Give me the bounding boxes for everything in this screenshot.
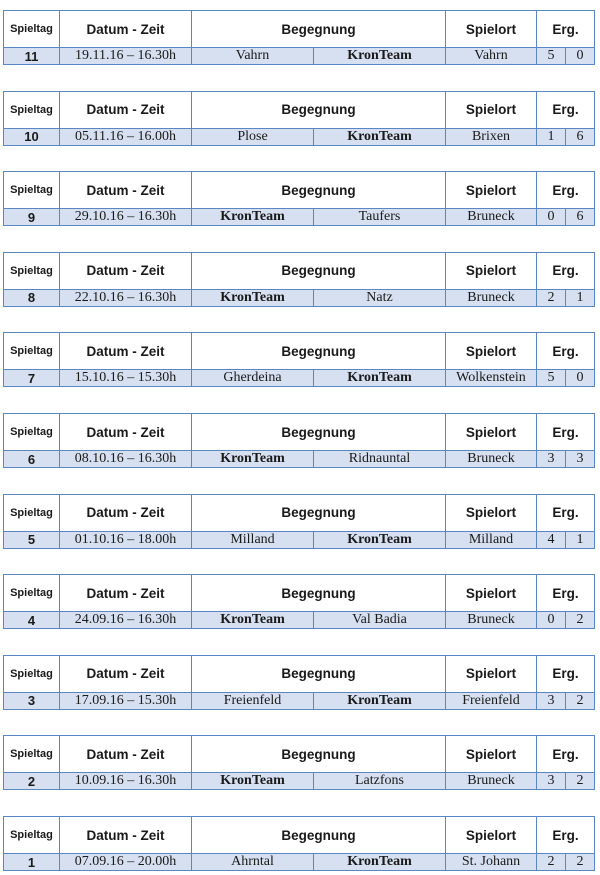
spielort-header: Spielort (446, 817, 537, 854)
spieltag-header: Spieltag (4, 817, 60, 854)
spieltag-cell: 7 (4, 370, 60, 387)
match-row (4, 531, 595, 548)
spielort-header: Spielort (446, 252, 537, 289)
home-team-cell: KronTeam (192, 773, 314, 790)
header-row (4, 575, 595, 612)
spielort-cell: Bruneck (446, 612, 537, 629)
match-row (4, 209, 595, 226)
datum-zeit-header: Datum - Zeit (60, 91, 192, 128)
away-team-cell: Ridnauntal (314, 451, 446, 468)
match-table (3, 494, 594, 549)
spielort-header: Spielort (446, 414, 537, 451)
datum-zeit-cell: 10.09.16 – 16.30h (60, 773, 192, 790)
spieltag-cell: 2 (4, 773, 60, 790)
spieltag-header: Spieltag (4, 575, 60, 612)
score-home-cell: 5 (537, 370, 566, 387)
score-away-cell: 2 (566, 773, 595, 790)
score-home-cell: 3 (537, 692, 566, 709)
spieltag-header: Spieltag (4, 655, 60, 692)
datum-zeit-header: Datum - Zeit (60, 736, 192, 773)
datum-zeit-header: Datum - Zeit (60, 333, 192, 370)
spielort-header: Spielort (446, 494, 537, 531)
spielort-header: Spielort (446, 333, 537, 370)
ergebnis-header: Erg. (537, 414, 595, 451)
home-team-cell: KronTeam (192, 209, 314, 226)
spieltag-cell: 1 (4, 854, 60, 871)
spieltag-header: Spieltag (4, 172, 60, 209)
datum-zeit-header: Datum - Zeit (60, 494, 192, 531)
score-home-cell: 3 (537, 451, 566, 468)
home-team-cell: Gherdeina (192, 370, 314, 387)
away-team-cell: KronTeam (314, 854, 446, 871)
score-away-cell: 2 (566, 692, 595, 709)
home-team-cell: KronTeam (192, 451, 314, 468)
match-row (4, 692, 595, 709)
datum-zeit-cell: 22.10.16 – 16.30h (60, 289, 192, 306)
begegnung-header: Begegnung (192, 11, 446, 48)
ergebnis-header: Erg. (537, 575, 595, 612)
spieltag-header: Spieltag (4, 252, 60, 289)
header-row (4, 11, 595, 48)
header-row (4, 333, 595, 370)
header-row (4, 817, 595, 854)
home-team-cell: KronTeam (192, 289, 314, 306)
match-row (4, 773, 595, 790)
away-team-cell: KronTeam (314, 692, 446, 709)
away-team-cell: KronTeam (314, 48, 446, 65)
datum-zeit-cell: 07.09.16 – 20.00h (60, 854, 192, 871)
begegnung-header: Begegnung (192, 172, 446, 209)
spielort-cell: Brixen (446, 128, 537, 145)
away-team-cell: Val Badia (314, 612, 446, 629)
score-away-cell: 6 (566, 128, 595, 145)
match-table (3, 574, 594, 629)
away-team-cell: Taufers (314, 209, 446, 226)
match-row (4, 370, 595, 387)
header-row (4, 494, 595, 531)
spieltag-cell: 10 (4, 128, 60, 145)
begegnung-header: Begegnung (192, 494, 446, 531)
match-row (4, 451, 595, 468)
spieltag-header: Spieltag (4, 414, 60, 451)
begegnung-header: Begegnung (192, 333, 446, 370)
spielort-cell: Bruneck (446, 209, 537, 226)
spieltag-cell: 9 (4, 209, 60, 226)
spieltag-cell: 8 (4, 289, 60, 306)
datum-zeit-cell: 01.10.16 – 18.00h (60, 531, 192, 548)
datum-zeit-header: Datum - Zeit (60, 655, 192, 692)
spieltag-header: Spieltag (4, 91, 60, 128)
datum-zeit-header: Datum - Zeit (60, 817, 192, 854)
match-table (3, 10, 594, 65)
home-team-cell: KronTeam (192, 612, 314, 629)
home-team-cell: Vahrn (192, 48, 314, 65)
away-team-cell: Latzfons (314, 773, 446, 790)
datum-zeit-cell: 17.09.16 – 15.30h (60, 692, 192, 709)
ergebnis-header: Erg. (537, 494, 595, 531)
match-table (3, 735, 594, 790)
spielort-cell: Freienfeld (446, 692, 537, 709)
spieltag-cell: 6 (4, 451, 60, 468)
ergebnis-header: Erg. (537, 91, 595, 128)
datum-zeit-cell: 29.10.16 – 16.30h (60, 209, 192, 226)
header-row (4, 91, 595, 128)
ergebnis-header: Erg. (537, 655, 595, 692)
match-table (3, 655, 594, 710)
datum-zeit-cell: 05.11.16 – 16.00h (60, 128, 192, 145)
ergebnis-header: Erg. (537, 172, 595, 209)
match-table (3, 332, 594, 387)
spielort-header: Spielort (446, 575, 537, 612)
spieltag-cell: 3 (4, 692, 60, 709)
spielort-cell: Bruneck (446, 451, 537, 468)
ergebnis-header: Erg. (537, 817, 595, 854)
datum-zeit-cell: 08.10.16 – 16.30h (60, 451, 192, 468)
score-home-cell: 2 (537, 289, 566, 306)
score-away-cell: 3 (566, 451, 595, 468)
spieltag-cell: 4 (4, 612, 60, 629)
header-row (4, 414, 595, 451)
begegnung-header: Begegnung (192, 252, 446, 289)
spielort-header: Spielort (446, 655, 537, 692)
home-team-cell: Ahrntal (192, 854, 314, 871)
header-row (4, 736, 595, 773)
away-team-cell: KronTeam (314, 531, 446, 548)
match-row (4, 48, 595, 65)
match-table (3, 171, 594, 226)
match-row (4, 128, 595, 145)
score-away-cell: 2 (566, 612, 595, 629)
spielort-cell: St. Johann (446, 854, 537, 871)
match-row (4, 854, 595, 871)
begegnung-header: Begegnung (192, 575, 446, 612)
spielort-header: Spielort (446, 736, 537, 773)
away-team-cell: Natz (314, 289, 446, 306)
datum-zeit-cell: 19.11.16 – 16.30h (60, 48, 192, 65)
spielort-cell: Bruneck (446, 773, 537, 790)
match-row (4, 289, 595, 306)
match-table (3, 413, 594, 468)
header-row (4, 655, 595, 692)
score-away-cell: 6 (566, 209, 595, 226)
score-away-cell: 0 (566, 48, 595, 65)
ergebnis-header: Erg. (537, 11, 595, 48)
home-team-cell: Plose (192, 128, 314, 145)
score-home-cell: 5 (537, 48, 566, 65)
score-away-cell: 1 (566, 289, 595, 306)
match-row (4, 612, 595, 629)
score-home-cell: 0 (537, 612, 566, 629)
spieltag-header: Spieltag (4, 11, 60, 48)
datum-zeit-header: Datum - Zeit (60, 575, 192, 612)
spielort-header: Spielort (446, 91, 537, 128)
ergebnis-header: Erg. (537, 736, 595, 773)
score-home-cell: 2 (537, 854, 566, 871)
match-table (3, 816, 594, 871)
datum-zeit-header: Datum - Zeit (60, 172, 192, 209)
spielort-cell: Milland (446, 531, 537, 548)
match-table (3, 91, 594, 146)
match-table (3, 252, 594, 307)
score-away-cell: 0 (566, 370, 595, 387)
score-away-cell: 1 (566, 531, 595, 548)
home-team-cell: Milland (192, 531, 314, 548)
spieltag-header: Spieltag (4, 333, 60, 370)
begegnung-header: Begegnung (192, 817, 446, 854)
begegnung-header: Begegnung (192, 655, 446, 692)
begegnung-header: Begegnung (192, 414, 446, 451)
datum-zeit-cell: 15.10.16 – 15.30h (60, 370, 192, 387)
begegnung-header: Begegnung (192, 736, 446, 773)
spieltag-header: Spieltag (4, 736, 60, 773)
spielort-cell: Bruneck (446, 289, 537, 306)
away-team-cell: KronTeam (314, 370, 446, 387)
ergebnis-header: Erg. (537, 252, 595, 289)
datum-zeit-header: Datum - Zeit (60, 252, 192, 289)
datum-zeit-header: Datum - Zeit (60, 414, 192, 451)
header-row (4, 252, 595, 289)
header-row (4, 172, 595, 209)
spielort-cell: Wolkenstein (446, 370, 537, 387)
begegnung-header: Begegnung (192, 91, 446, 128)
spieltag-cell: 5 (4, 531, 60, 548)
home-team-cell: Freienfeld (192, 692, 314, 709)
spielort-header: Spielort (446, 11, 537, 48)
score-away-cell: 2 (566, 854, 595, 871)
score-home-cell: 4 (537, 531, 566, 548)
spielort-cell: Vahrn (446, 48, 537, 65)
spieltag-header: Spieltag (4, 494, 60, 531)
away-team-cell: KronTeam (314, 128, 446, 145)
score-home-cell: 1 (537, 128, 566, 145)
score-home-cell: 0 (537, 209, 566, 226)
ergebnis-header: Erg. (537, 333, 595, 370)
score-home-cell: 3 (537, 773, 566, 790)
datum-zeit-header: Datum - Zeit (60, 11, 192, 48)
spieltag-cell: 11 (4, 48, 60, 65)
datum-zeit-cell: 24.09.16 – 16.30h (60, 612, 192, 629)
spielort-header: Spielort (446, 172, 537, 209)
